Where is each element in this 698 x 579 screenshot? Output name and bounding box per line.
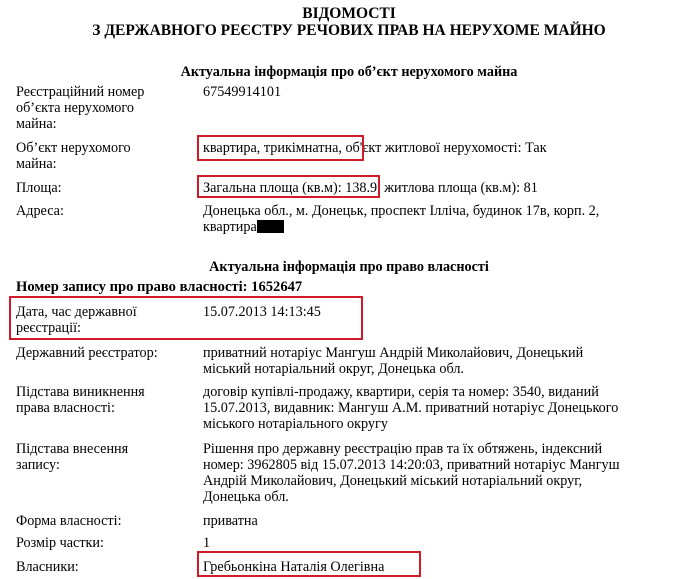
registrar-label: Державний реєстратор: <box>16 345 158 361</box>
ownership-form-value: приватна <box>203 513 258 529</box>
highlight-total-area <box>197 175 380 198</box>
reg-number-label: Реєстраційний номер об’єкта нерухомого майна: <box>16 84 145 132</box>
registration-date-label: Дата, час державної реєстрації: <box>16 304 137 336</box>
share-value: 1 <box>203 535 211 551</box>
basis-origin-label: Підстава виникнення права власності: <box>16 384 145 416</box>
basis-entry-value: Рішення про державну реєстрацію прав та їх обтяжень, індексний номер: 3962805 від 15.07.2013 14:20:03, приватний нотаріус Мангуш Андрій Миколайович, Донецький міський нотаріальний округ, Донецька обл. <box>203 441 620 505</box>
registration-date-value: 15.07.2013 14:13:45 <box>203 304 321 320</box>
rights-section-heading: Актуальна інформація про право власності <box>209 259 489 275</box>
record-number: Номер запису про право власності: 1652647 <box>16 279 303 295</box>
object-value: квартира, трикімнатна, об'єкт житлової нерухомості: Так <box>203 140 547 156</box>
owners-value: Гребьонкіна Наталія Олегівна <box>203 559 385 575</box>
area-label: Площа: <box>16 180 62 196</box>
object-section-heading: Актуальна інформація про об’єкт нерухомого майна <box>180 64 518 80</box>
basis-entry-label: Підстава внесення запису: <box>16 441 129 473</box>
area-value: Загальна площа (кв.м): 138.9, житлова площа (кв.м): 81 <box>203 180 538 196</box>
redaction-block <box>257 220 284 233</box>
address-value: Донецька обл., м. Донецьк, проспект Ілліча, будинок 17в, корп. 2, квартира <box>203 203 600 235</box>
document-title: ВІДОМОСТІ <box>302 5 396 22</box>
highlight-registration-date <box>9 296 363 340</box>
basis-origin-value: договір купівлі-продажу, квартири, серія та номер: 3540, виданий 15.07.2013, видавник: Мангуш А.М. приватний нотаріус Донецького міського нотаріального округу <box>203 384 619 432</box>
share-label: Розмір частки: <box>16 535 104 551</box>
highlight-owner <box>197 551 421 577</box>
object-label: Об’єкт нерухомого майна: <box>16 140 131 172</box>
ownership-form-label: Форма власності: <box>16 513 122 529</box>
document-subtitle: З ДЕРЖАВНОГО РЕЄСТРУ РЕЧОВИХ ПРАВ НА НЕРУХОМЕ МАЙНО <box>92 22 606 39</box>
address-label: Адреса: <box>16 203 64 219</box>
highlight-object-type <box>197 135 364 161</box>
reg-number-value: 67549914101 <box>203 84 282 100</box>
owners-label: Власники: <box>16 559 79 575</box>
registrar-value: приватний нотаріус Мангуш Андрій Миколайович, Донецький міський нотаріальний округ, Донецька обл. <box>203 345 584 377</box>
